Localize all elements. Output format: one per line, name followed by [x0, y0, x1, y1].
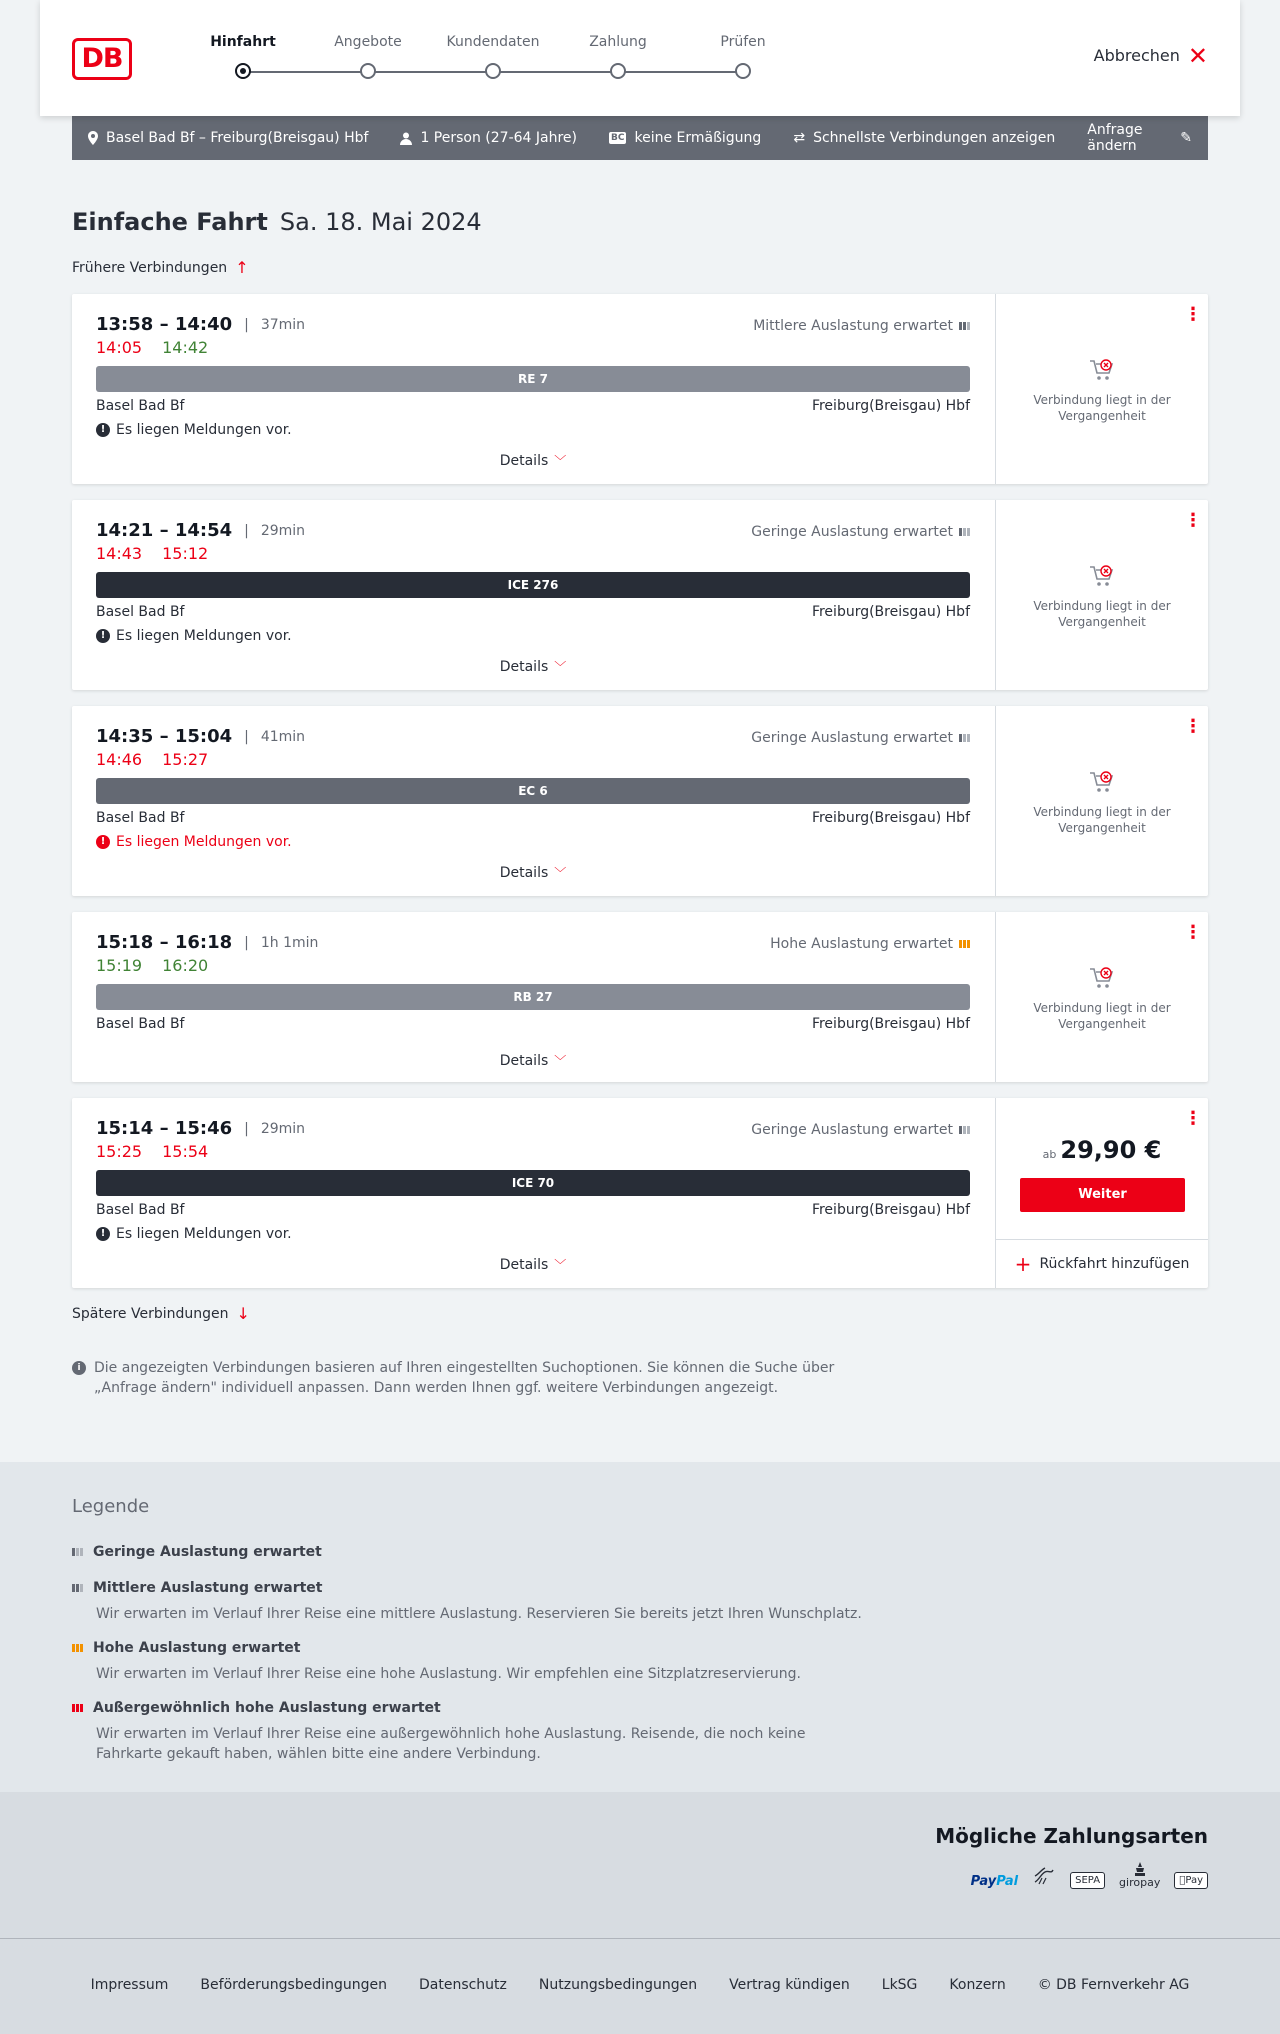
edit-search-label: Anfrage ändern — [1087, 122, 1143, 154]
past-connection-info — [996, 356, 1208, 424]
realtime-arrival: 15:27 — [162, 750, 209, 769]
legend-section — [0, 1462, 1280, 1792]
duration: 1h 1min — [260, 934, 319, 951]
notice — [96, 422, 292, 438]
step-angebote — [305, 34, 431, 79]
legend-item — [72, 1580, 872, 1624]
add-return-button[interactable] — [996, 1239, 1208, 1287]
occupancy-high-icon — [959, 940, 970, 948]
details-toggle[interactable] — [72, 452, 994, 469]
legend-item — [72, 1700, 872, 1764]
details-label: Details — [499, 1257, 549, 1273]
route-summary — [88, 130, 368, 146]
occupancy-low-icon — [959, 734, 970, 742]
occupancy-text: Hohe Auslastung erwartet — [770, 936, 953, 952]
step-dot — [610, 63, 626, 79]
occupancy-text: Geringe Auslastung erwartet — [751, 524, 953, 540]
realtime-departure: 14:46 — [96, 750, 143, 769]
later-label: Spätere Verbindungen — [72, 1305, 229, 1322]
connection-card — [72, 500, 1208, 690]
payment-methods-section — [0, 1792, 1280, 1938]
from-station: Basel Bad Bf — [96, 1016, 185, 1032]
step-dot — [360, 63, 376, 79]
legend-label: Geringe Auslastung erwartet — [93, 1544, 322, 1560]
divider: | — [244, 522, 249, 539]
occupancy-indicator — [770, 936, 970, 952]
payment-title: Mögliche Zahlungsarten — [935, 1824, 1208, 1848]
details-toggle[interactable] — [72, 1256, 994, 1273]
legend-item — [72, 1640, 872, 1684]
divider: | — [244, 316, 249, 333]
realtime-arrival: 14:42 — [162, 338, 209, 357]
travellers-summary — [400, 130, 577, 146]
to-station: Freiburg(Breisgau) Hbf — [811, 1202, 970, 1218]
search-info-note — [72, 1358, 872, 1398]
details-toggle[interactable] — [72, 1052, 994, 1069]
past-connection-info — [996, 562, 1208, 630]
occupancy-indicator — [753, 318, 970, 334]
realtime-departure: 14:43 — [96, 544, 143, 563]
train-bar[interactable]: ICE 70 — [96, 1170, 970, 1196]
offer-panel — [995, 912, 1208, 1082]
from-station: Basel Bad Bf — [96, 1202, 185, 1218]
add-return-label: Rückfahrt hinzufügen — [1039, 1255, 1190, 1272]
footer-link-datenschutz[interactable]: Datenschutz — [418, 1977, 507, 1993]
occupancy-extreme-icon — [72, 1704, 83, 1712]
header — [40, 0, 1240, 116]
occupancy-indicator — [751, 730, 970, 746]
realtime-times — [96, 544, 208, 563]
discount-summary — [609, 130, 761, 146]
connection-details — [72, 706, 994, 896]
later-connections-link[interactable] — [72, 1304, 250, 1323]
occupancy-high-icon — [72, 1644, 83, 1652]
notice — [96, 834, 292, 850]
more-options-icon[interactable]: ⋮ — [1184, 304, 1202, 325]
trip-type: Einfache Fahrt — [72, 208, 268, 236]
alert-icon: ! — [96, 629, 110, 643]
realtime-departure: 14:05 — [96, 338, 143, 357]
connection-times — [96, 520, 305, 541]
to-station: Freiburg(Breisgau) Hbf — [811, 604, 970, 620]
chevron-down-icon: ﹀ — [554, 660, 567, 674]
earlier-connections-link[interactable] — [72, 258, 249, 277]
realtime-times — [96, 750, 208, 769]
edit-search-button[interactable] — [1087, 122, 1192, 154]
connection-times — [96, 932, 318, 953]
occupancy-text: Geringe Auslastung erwartet — [751, 730, 953, 746]
occupancy-low-icon — [959, 1126, 970, 1134]
footer-link-lksg[interactable]: LkSG — [881, 1977, 918, 1993]
train-bar[interactable]: EC 6 — [96, 778, 970, 804]
continue-button[interactable]: Weiter — [1020, 1178, 1185, 1212]
person-icon — [400, 132, 412, 145]
db-logo[interactable]: DB — [72, 38, 132, 80]
booking-stepper — [180, 34, 766, 84]
to-station: Freiburg(Breisgau) Hbf — [811, 1016, 970, 1032]
past-text: Verbindung liegt in der Vergangenheit — [1033, 1001, 1171, 1031]
more-options-icon[interactable]: ⋮ — [1184, 922, 1202, 943]
more-options-icon[interactable]: ⋮ — [1184, 1108, 1202, 1129]
occupancy-text: Mittlere Auslastung erwartet — [753, 318, 953, 334]
offer-panel — [995, 500, 1208, 690]
train-bar[interactable]: RE 7 — [96, 366, 970, 392]
divider: | — [244, 1120, 249, 1137]
sepa-icon: SEPA — [1070, 1872, 1105, 1889]
legend-title: Legende — [72, 1496, 150, 1517]
close-icon: ✕ — [1187, 41, 1208, 70]
notice-text: Es liegen Meldungen vor. — [116, 422, 292, 438]
to-station: Freiburg(Breisgau) Hbf — [811, 810, 970, 826]
realtime-times — [96, 338, 208, 357]
details-toggle[interactable] — [72, 658, 994, 675]
planned-times: 15:14 – 15:46 — [96, 1118, 233, 1139]
connection-card — [72, 706, 1208, 896]
footer-links — [0, 1977, 1280, 1993]
legend-label: Außergewöhnlich hohe Auslastung erwartet — [93, 1700, 441, 1716]
occupancy-text: Geringe Auslastung erwartet — [751, 1122, 953, 1138]
giropay-label: giropay — [1119, 1876, 1161, 1889]
past-text: Verbindung liegt in der Vergangenheit — [1033, 599, 1171, 629]
occupancy-indicator — [751, 524, 970, 540]
alert-icon: ! — [96, 423, 110, 437]
arrow-down-icon: ↓ — [236, 1304, 250, 1323]
price — [996, 1136, 1208, 1164]
travellers-text: 1 Person (27-64 Jahre) — [420, 130, 577, 146]
realtime-arrival: 15:54 — [162, 1142, 209, 1161]
planned-times: 14:21 – 14:54 — [96, 520, 233, 541]
divider: | — [244, 728, 249, 745]
stations — [96, 1016, 970, 1032]
location-pin-icon — [88, 131, 98, 145]
cart-disabled-icon — [1088, 562, 1116, 590]
connection-card — [72, 294, 1208, 484]
stations — [96, 398, 970, 414]
connection-details — [72, 294, 994, 484]
from-station: Basel Bad Bf — [96, 810, 185, 826]
connection-details — [72, 500, 994, 690]
arrow-up-icon: ↑ — [235, 258, 249, 277]
offer-panel — [995, 1098, 1208, 1288]
search-summary-bar — [72, 116, 1208, 160]
paypal-icon — [971, 1874, 1018, 1889]
details-label: Details — [499, 865, 549, 881]
step-pruefen — [680, 34, 806, 79]
footer-copyright: © DB Fernverkehr AG — [1037, 1977, 1190, 1993]
paypal-text-a: Pay — [970, 1874, 997, 1889]
connection-card — [72, 912, 1208, 1082]
duration: 29min — [260, 522, 306, 539]
step-hinfahrt — [180, 34, 306, 79]
planned-times: 15:18 – 16:18 — [96, 932, 233, 953]
chevron-down-icon: ﹀ — [554, 866, 567, 880]
realtime-times — [96, 956, 208, 975]
alert-icon: ! — [96, 1227, 110, 1241]
notice-text: Es liegen Meldungen vor. — [116, 628, 292, 644]
price-value: 29,90 € — [1060, 1136, 1162, 1164]
legend-description: Wir erwarten im Verlauf Ihrer Reise eine hohe Auslastung. Wir empfehlen eine Sitzplatzreservierung. — [96, 1666, 801, 1682]
occupancy-medium-icon — [72, 1584, 83, 1592]
connection-card — [72, 1098, 1208, 1288]
from-station: Basel Bad Bf — [96, 604, 185, 620]
occupancy-medium-icon — [959, 322, 970, 330]
step-label: Hinfahrt — [210, 34, 276, 50]
discount-text: keine Ermäßigung — [634, 130, 762, 146]
occupancy-indicator — [751, 1122, 970, 1138]
offer-panel — [995, 294, 1208, 484]
step-dot — [235, 63, 251, 79]
occupancy-low-icon — [72, 1548, 83, 1556]
duration: 37min — [260, 316, 306, 333]
cart-disabled-icon — [1088, 964, 1116, 992]
cancel-label: Abbrechen — [1093, 46, 1180, 65]
notice — [96, 628, 292, 644]
past-connection-info — [996, 964, 1208, 1032]
pencil-icon: ✎ — [1180, 130, 1192, 146]
info-icon: i — [72, 1361, 86, 1375]
route-text: Basel Bad Bf – Freiburg(Breisgau) Hbf — [106, 130, 369, 146]
step-dot — [735, 63, 751, 79]
details-toggle[interactable] — [72, 864, 994, 881]
page-title — [72, 208, 482, 236]
details-label: Details — [499, 1053, 549, 1069]
planned-times: 13:58 – 14:40 — [96, 314, 233, 335]
step-label: Prüfen — [720, 34, 766, 50]
planned-times: 14:35 – 15:04 — [96, 726, 233, 747]
footer — [0, 1938, 1280, 2034]
applepay-icon — [1174, 1872, 1208, 1889]
divider: | — [244, 934, 249, 951]
train-bar[interactable]: ICE 276 — [96, 572, 970, 598]
realtime-times — [96, 1142, 208, 1161]
cart-disabled-icon — [1088, 768, 1116, 796]
train-bar[interactable]: RB 27 — [96, 984, 970, 1010]
connection-details — [72, 1098, 994, 1288]
realtime-departure: 15:19 — [96, 956, 143, 975]
legend-label: Mittlere Auslastung erwartet — [93, 1580, 323, 1596]
cancel-button[interactable] — [1093, 41, 1208, 70]
connection-times — [96, 1118, 305, 1139]
option-summary — [793, 130, 1055, 146]
notice — [96, 1226, 292, 1242]
realtime-arrival: 16:20 — [162, 956, 209, 975]
from-station: Basel Bad Bf — [96, 398, 185, 414]
swap-icon: ⇄ — [793, 130, 806, 146]
alert-icon: ! — [96, 835, 110, 849]
details-label: Details — [499, 453, 549, 469]
step-dot — [485, 63, 501, 79]
chevron-down-icon: ﹀ — [554, 1258, 567, 1272]
notice-text: Es liegen Meldungen vor. — [116, 834, 292, 850]
more-options-icon[interactable]: ⋮ — [1184, 716, 1202, 737]
realtime-arrival: 15:12 — [162, 544, 209, 563]
chevron-down-icon: ﹀ — [554, 454, 567, 468]
step-label: Zahlung — [589, 34, 647, 50]
realtime-departure: 15:25 — [96, 1142, 143, 1161]
step-label: Kundendaten — [446, 34, 540, 50]
earlier-label: Frühere Verbindungen — [72, 259, 228, 276]
legend-description: Wir erwarten im Verlauf Ihrer Reise eine mittlere Auslastung. Reservieren Sie bereits jetzt Ihren Wunschplatz. — [96, 1606, 862, 1622]
credit-card-icon — [1032, 1864, 1056, 1889]
past-text: Verbindung liegt in der Vergangenheit — [1033, 805, 1171, 835]
trip-date: Sa. 18. Mai 2024 — [279, 208, 482, 236]
duration: 29min — [260, 1120, 306, 1137]
applepay-label: Pay — [1185, 1875, 1203, 1886]
past-text: Verbindung liegt in der Vergangenheit — [1033, 393, 1171, 423]
price-prefix: ab — [1042, 1148, 1057, 1161]
step-zahlung — [555, 34, 681, 79]
step-label: Angebote — [334, 34, 402, 50]
footer-link-impressum[interactable]: Impressum — [90, 1977, 169, 1993]
notice-text: Es liegen Meldungen vor. — [116, 1226, 292, 1242]
chevron-down-icon: ﹀ — [554, 1054, 567, 1068]
connection-details — [72, 912, 994, 1082]
giropay-icon — [1119, 1862, 1160, 1889]
connection-times — [96, 726, 305, 747]
bahncard-icon: BC — [611, 133, 625, 143]
more-options-icon[interactable]: ⋮ — [1184, 510, 1202, 531]
footer-link-befoerderungsbedingungen[interactable]: Beförderungsbedingungen — [200, 1977, 387, 1993]
stations — [96, 1202, 970, 1218]
legend-description: Wir erwarten im Verlauf Ihrer Reise eine außergewöhnlich hohe Auslastung. Reisende, die noch keine Fahrkarte gekauft haben, wählen bitte eine andere Verbindung. — [96, 1726, 806, 1762]
duration: 41min — [260, 728, 306, 745]
legend-label: Hohe Auslastung erwartet — [93, 1640, 301, 1656]
option-text: Schnellste Verbindungen anzeigen — [813, 130, 1056, 146]
offer-panel — [995, 706, 1208, 896]
footer-link-konzern[interactable]: Konzern — [949, 1977, 1006, 1993]
payment-icons — [971, 1862, 1208, 1889]
connection-times — [96, 314, 305, 335]
stations — [96, 604, 970, 620]
plus-icon: + — [1014, 1251, 1032, 1276]
info-text: Die angezeigten Verbindungen basieren auf Ihren eingestellten Suchoptionen. Sie können die Suche über „Anfrage ändern" individuell anpassen. Dann werden Ihnen ggf. weitere Verbindungen angezeigt. — [94, 1360, 835, 1396]
footer-link-nutzungsbedingungen[interactable]: Nutzungsbedingungen — [538, 1977, 698, 1993]
occupancy-low-icon — [959, 528, 970, 536]
cart-disabled-icon — [1088, 356, 1116, 384]
step-kundendaten — [430, 34, 556, 79]
stations — [96, 810, 970, 826]
legend-item — [72, 1544, 872, 1560]
details-label: Details — [499, 659, 549, 675]
footer-link-vertrag-kuendigen[interactable]: Vertrag kündigen — [729, 1977, 850, 1993]
paypal-text-b: Pal — [996, 1874, 1019, 1889]
past-connection-info — [996, 768, 1208, 836]
to-station: Freiburg(Breisgau) Hbf — [811, 398, 970, 414]
